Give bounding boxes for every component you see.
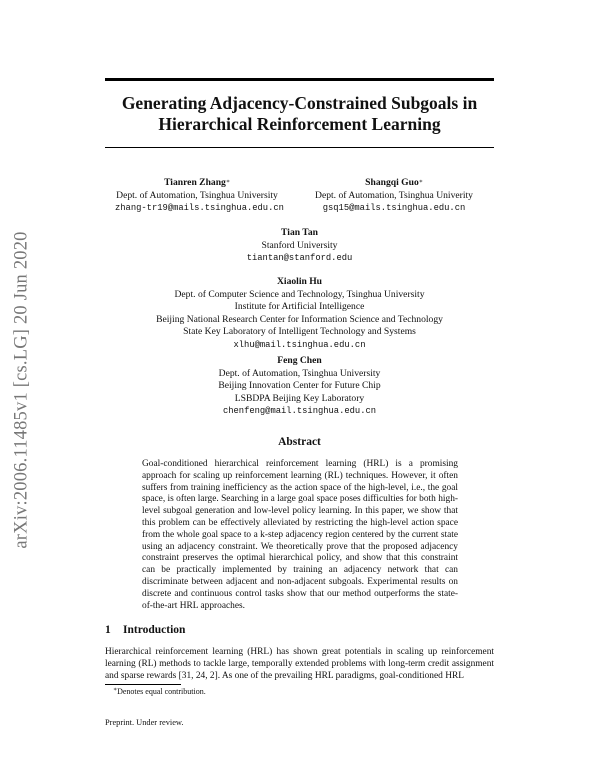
author-name: Tian Tan: [281, 227, 318, 238]
title-bottom-rule: [105, 147, 494, 148]
footnote-mark: ∗: [113, 687, 118, 693]
author-name: Feng Chen: [277, 355, 322, 366]
paper-title: [105, 93, 494, 135]
author-name: Shangqi Guo: [365, 177, 419, 188]
author-affiliation: Beijing National Research Center for Information Science and Technology: [156, 313, 443, 325]
author-affiliation: Dept. of Automation, Tsinghua University: [218, 367, 381, 379]
preprint-note: Preprint. Under review.: [105, 718, 184, 727]
title-top-rule: [105, 78, 494, 81]
equal-contribution-mark: ∗: [225, 179, 230, 185]
footnote-text: Denotes equal contribution.: [117, 687, 206, 696]
footnote: [113, 687, 206, 696]
author-affiliation: Institute for Artificial Intelligence: [234, 301, 365, 312]
author-affiliation: State Key Laboratory of Intelligent Technology and Systems: [183, 326, 416, 337]
author-block: [105, 276, 494, 351]
author-name: Tianren Zhang: [164, 177, 226, 188]
author-affiliation: Dept. of Computer Science and Technology, Tsinghua University: [174, 288, 425, 300]
section-title: Introduction: [123, 624, 186, 636]
author-block: [312, 177, 476, 215]
author-affiliation: Dept. of Automation, Tsinghua Univerity: [315, 189, 473, 201]
arxiv-stamp-text: arXiv:2006.11485v1 [cs.LG] 20 Jun 2020: [11, 231, 32, 549]
title-line-2: Hierarchical Reinforcement Learning: [158, 114, 441, 134]
author-affiliation: LSBDPA Beijing Key Laboratory: [234, 392, 365, 404]
author-email: zhang-tr19@mails.tsinghua.edu.cn: [115, 203, 284, 213]
author-name: Xiaolin Hu: [276, 276, 323, 287]
abstract-body: Goal-conditioned hierarchical reinforcement learning (HRL) is a promising approach for scaling up reinforcement learning (RL) techniques. However, it often suffers from training inefficiency as the action space of the high-level, i.e., the goal space, is often large. Searching in a large goal space poses difficulties for both high-level subgoal generation and low-level policy learning. In this paper, we show that this problem can be effectively alleviated by restricting the high-level action space from the whole goal space to a k-step adjacency region centered by the current state using an adjacency constraint. We theoretically prove that the proposed adjacency constraint preserves the optimal hierarchical policy, and show that this constraint can be practically implemented by training an adjacency network that can discriminate between adjacent and non-adjacent subgoals. Experimental results on discrete and continuous control tasks show that our method outperforms the state-of-the-art HRL approaches.: [142, 459, 458, 611]
title-line-1: Generating Adjacency-Constrained Subgoals in: [121, 93, 478, 113]
equal-contribution-mark: ∗: [418, 179, 423, 185]
author-email: gsq15@mails.tsinghua.edu.cn: [322, 203, 466, 213]
author-affiliation: Dept. of Automation, Tsinghua University: [116, 189, 278, 201]
author-affiliation: Stanford University: [261, 239, 338, 251]
author-block: [105, 355, 494, 418]
author-email: xlhu@mail.tsinghua.edu.cn: [233, 339, 366, 350]
introduction-paragraph: Hierarchical reinforcement learning (HRL) has shown great potentials in scaling up reinforcement learning (RL) methods to tackle large, temporally extended problems with long-term credit assignment and sparse rewards [31, 24, 2]. As one of the prevailing HRL paradigms, goal-conditioned HRL: [105, 647, 494, 681]
author-email: tiantan@stanford.edu: [246, 253, 353, 263]
author-block: [105, 227, 494, 265]
footnote-rule: [105, 684, 181, 685]
section-heading: [105, 624, 185, 636]
abstract-heading: Abstract: [278, 436, 321, 448]
author-affiliation: Beijing Innovation Center for Future Chip: [218, 380, 381, 391]
arxiv-stamp: [10, 213, 34, 567]
author-email: chenfeng@mail.tsinghua.edu.cn: [222, 406, 377, 416]
author-block: [115, 177, 284, 215]
section-number: 1: [105, 624, 111, 636]
